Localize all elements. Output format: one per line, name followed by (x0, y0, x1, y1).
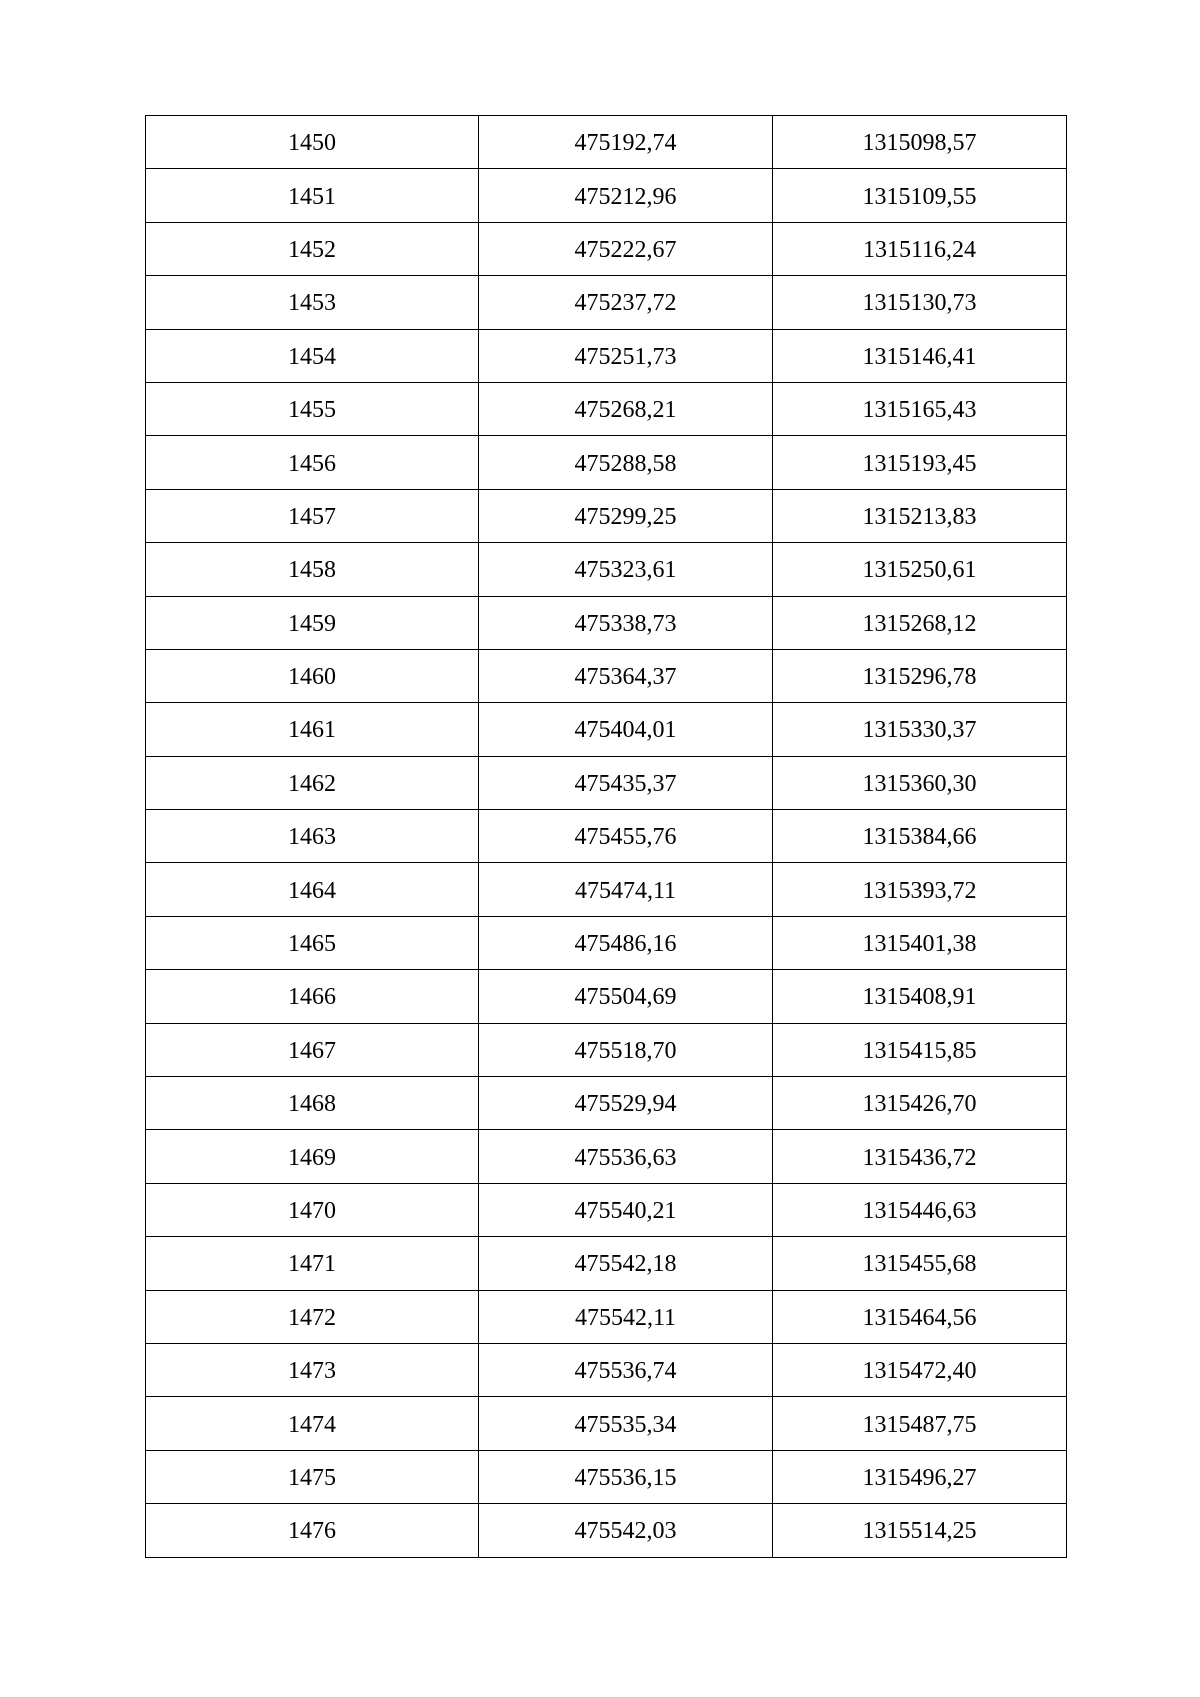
x-coordinate-cell: 475504,69 (479, 970, 773, 1023)
x-coordinate-cell: 475338,73 (479, 596, 773, 649)
table-row (146, 596, 1067, 649)
y-coordinate-cell: 1315296,78 (773, 649, 1067, 702)
point-number-cell: 1461 (146, 703, 479, 756)
table-row (146, 810, 1067, 863)
y-coordinate-cell: 1315401,38 (773, 916, 1067, 969)
x-coordinate-cell: 475288,58 (479, 436, 773, 489)
table-row (146, 1077, 1067, 1130)
x-coordinate-cell: 475542,03 (479, 1504, 773, 1557)
y-coordinate-cell: 1315415,85 (773, 1023, 1067, 1076)
x-coordinate-cell: 475455,76 (479, 810, 773, 863)
y-coordinate-cell: 1315455,68 (773, 1237, 1067, 1290)
point-number-cell: 1474 (146, 1397, 479, 1450)
point-number-cell: 1453 (146, 276, 479, 329)
x-coordinate-cell: 475536,63 (479, 1130, 773, 1183)
x-coordinate-cell: 475299,25 (479, 489, 773, 542)
point-number-cell: 1473 (146, 1343, 479, 1396)
point-number-cell: 1472 (146, 1290, 479, 1343)
point-number-cell: 1467 (146, 1023, 479, 1076)
point-number-cell: 1469 (146, 1130, 479, 1183)
y-coordinate-cell: 1315426,70 (773, 1077, 1067, 1130)
point-number-cell: 1455 (146, 382, 479, 435)
y-coordinate-cell: 1315116,24 (773, 222, 1067, 275)
table-row (146, 436, 1067, 489)
table-row (146, 970, 1067, 1023)
table-row (146, 756, 1067, 809)
table-row (146, 1343, 1067, 1396)
x-coordinate-cell: 475474,11 (479, 863, 773, 916)
point-number-cell: 1457 (146, 489, 479, 542)
point-number-cell: 1460 (146, 649, 479, 702)
y-coordinate-cell: 1315250,61 (773, 543, 1067, 596)
y-coordinate-cell: 1315393,72 (773, 863, 1067, 916)
x-coordinate-cell: 475404,01 (479, 703, 773, 756)
y-coordinate-cell: 1315472,40 (773, 1343, 1067, 1396)
point-number-cell: 1475 (146, 1450, 479, 1503)
x-coordinate-cell: 475212,96 (479, 169, 773, 222)
table-row (146, 222, 1067, 275)
table-row (146, 863, 1067, 916)
point-number-cell: 1466 (146, 970, 479, 1023)
point-number-cell: 1458 (146, 543, 479, 596)
y-coordinate-cell: 1315360,30 (773, 756, 1067, 809)
point-number-cell: 1462 (146, 756, 479, 809)
y-coordinate-cell: 1315098,57 (773, 116, 1067, 169)
table-row (146, 329, 1067, 382)
table-row (146, 703, 1067, 756)
x-coordinate-cell: 475540,21 (479, 1183, 773, 1236)
x-coordinate-cell: 475529,94 (479, 1077, 773, 1130)
table-row (146, 1237, 1067, 1290)
coordinates-table-body (146, 116, 1067, 1558)
y-coordinate-cell: 1315268,12 (773, 596, 1067, 649)
table-row (146, 1130, 1067, 1183)
y-coordinate-cell: 1315496,27 (773, 1450, 1067, 1503)
point-number-cell: 1476 (146, 1504, 479, 1557)
point-number-cell: 1471 (146, 1237, 479, 1290)
x-coordinate-cell: 475542,18 (479, 1237, 773, 1290)
y-coordinate-cell: 1315109,55 (773, 169, 1067, 222)
point-number-cell: 1451 (146, 169, 479, 222)
x-coordinate-cell: 475364,37 (479, 649, 773, 702)
y-coordinate-cell: 1315130,73 (773, 276, 1067, 329)
table-row (146, 382, 1067, 435)
table-row (146, 1504, 1067, 1557)
y-coordinate-cell: 1315446,63 (773, 1183, 1067, 1236)
x-coordinate-cell: 475536,74 (479, 1343, 773, 1396)
y-coordinate-cell: 1315436,72 (773, 1130, 1067, 1183)
y-coordinate-cell: 1315193,45 (773, 436, 1067, 489)
x-coordinate-cell: 475518,70 (479, 1023, 773, 1076)
point-number-cell: 1465 (146, 916, 479, 969)
x-coordinate-cell: 475192,74 (479, 116, 773, 169)
x-coordinate-cell: 475486,16 (479, 916, 773, 969)
x-coordinate-cell: 475536,15 (479, 1450, 773, 1503)
y-coordinate-cell: 1315408,91 (773, 970, 1067, 1023)
x-coordinate-cell: 475222,67 (479, 222, 773, 275)
point-number-cell: 1452 (146, 222, 479, 275)
x-coordinate-cell: 475435,37 (479, 756, 773, 809)
table-row (146, 1450, 1067, 1503)
x-coordinate-cell: 475323,61 (479, 543, 773, 596)
y-coordinate-cell: 1315146,41 (773, 329, 1067, 382)
y-coordinate-cell: 1315514,25 (773, 1504, 1067, 1557)
point-number-cell: 1468 (146, 1077, 479, 1130)
y-coordinate-cell: 1315330,37 (773, 703, 1067, 756)
table-row (146, 1290, 1067, 1343)
x-coordinate-cell: 475251,73 (479, 329, 773, 382)
table-row (146, 1023, 1067, 1076)
point-number-cell: 1464 (146, 863, 479, 916)
table-row (146, 649, 1067, 702)
x-coordinate-cell: 475268,21 (479, 382, 773, 435)
table-row (146, 276, 1067, 329)
table-row (146, 489, 1067, 542)
point-number-cell: 1463 (146, 810, 479, 863)
y-coordinate-cell: 1315213,83 (773, 489, 1067, 542)
point-number-cell: 1470 (146, 1183, 479, 1236)
y-coordinate-cell: 1315165,43 (773, 382, 1067, 435)
table-row (146, 1183, 1067, 1236)
table-row (146, 1397, 1067, 1450)
point-number-cell: 1456 (146, 436, 479, 489)
x-coordinate-cell: 475542,11 (479, 1290, 773, 1343)
y-coordinate-cell: 1315487,75 (773, 1397, 1067, 1450)
coordinates-table (145, 115, 1067, 1558)
table-row (146, 916, 1067, 969)
y-coordinate-cell: 1315464,56 (773, 1290, 1067, 1343)
table-row (146, 169, 1067, 222)
y-coordinate-cell: 1315384,66 (773, 810, 1067, 863)
table-row (146, 543, 1067, 596)
point-number-cell: 1459 (146, 596, 479, 649)
point-number-cell: 1454 (146, 329, 479, 382)
point-number-cell: 1450 (146, 116, 479, 169)
table-row (146, 116, 1067, 169)
x-coordinate-cell: 475237,72 (479, 276, 773, 329)
x-coordinate-cell: 475535,34 (479, 1397, 773, 1450)
